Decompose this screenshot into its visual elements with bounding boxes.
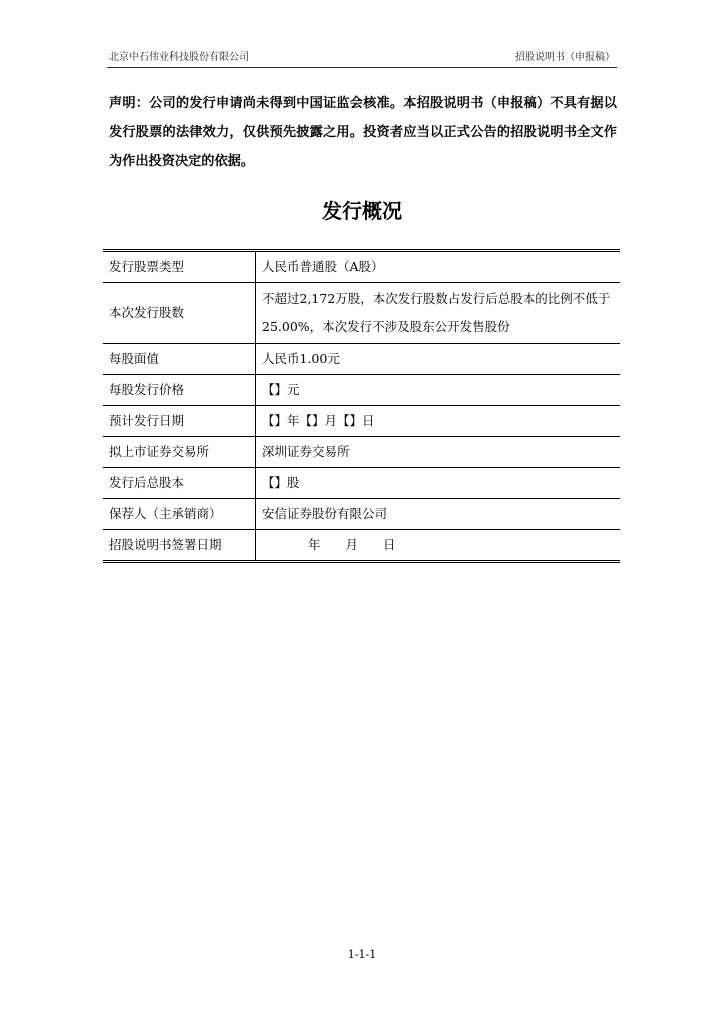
row-value: 【】元 [256, 375, 621, 406]
row-value: 深圳证券交易所 [256, 437, 621, 468]
row-value: 【】年【】月【】日 [256, 406, 621, 437]
row-label: 预计发行日期 [103, 406, 256, 437]
disclaimer-statement: 声明：公司的发行申请尚未得到中国证监会核准。本招股说明书（申报稿）不具有据以发行股票的法律效力，仅供预先披露之用。投资者应当以正式公告的招股说明书全文作为作出投资决定的依据。 [109, 96, 617, 169]
row-value: 人民币普通股（A股） [262, 259, 384, 274]
row-label: 保荐人（主承销商） [103, 499, 256, 530]
table-row [103, 468, 620, 499]
header-divider [107, 67, 617, 68]
table-row [103, 530, 620, 561]
row-label: 每股发行价格 [103, 375, 256, 406]
header-document-type: 招股说明书（申报稿） [515, 52, 615, 63]
table-row [103, 406, 620, 437]
row-label: 发行股票类型 [103, 252, 256, 283]
header-company-name: 北京中石伟业科技股份有限公司 [109, 52, 249, 63]
issuance-overview-table [103, 249, 620, 563]
row-value: 安信证券股份有限公司 [256, 499, 621, 530]
page-title: 发行概况 [322, 199, 402, 223]
row-label: 本次发行股数 [103, 283, 256, 344]
row-label: 拟上市证券交易所 [103, 437, 256, 468]
row-value: 不超过2,172万股，本次发行股数占发行后总股本的比例不低于25.00%，本次发行不涉及股东公开发售股份 [256, 283, 621, 344]
table-row [103, 437, 620, 468]
page-header [107, 50, 617, 66]
row-label: 发行后总股本 [103, 468, 256, 499]
row-label: 招股说明书签署日期 [103, 530, 256, 561]
row-value: 年 月 日 [256, 530, 621, 561]
row-label: 每股面值 [103, 344, 256, 375]
table-row [103, 499, 620, 530]
table-row [103, 344, 620, 375]
row-value: 人民币1.00元 [256, 344, 621, 375]
table-row [103, 252, 620, 283]
page-number: 1-1-1 [347, 948, 377, 961]
row-value: 【】股 [256, 468, 621, 499]
table-row [103, 283, 620, 344]
table-row [103, 375, 620, 406]
